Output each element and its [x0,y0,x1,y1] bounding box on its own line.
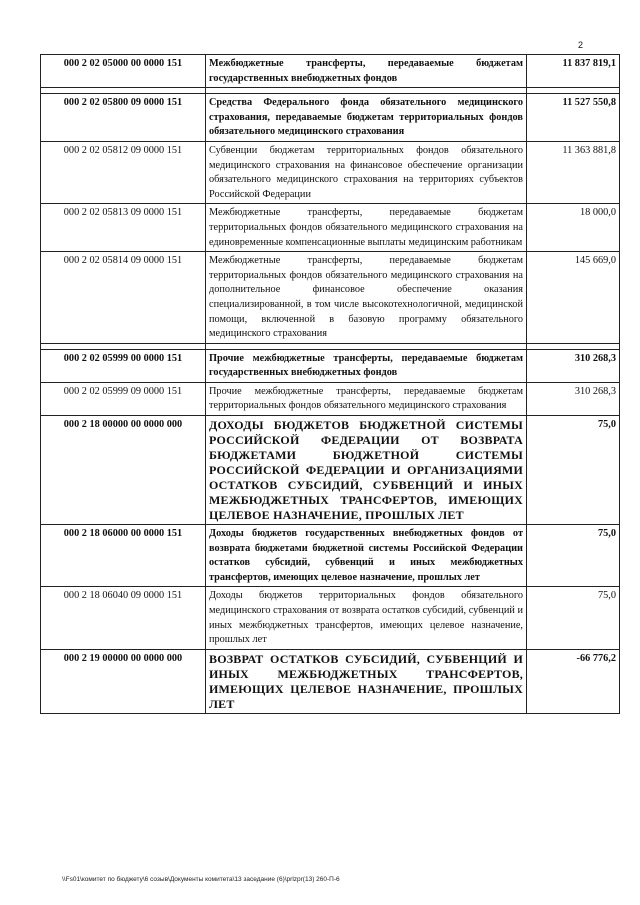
table-row [41,382,620,415]
table-row [41,649,620,713]
budget-item-name-cell: Межбюджетные трансферты, передаваемые бюджетам территориальных фондов обязательного медицинского страхования на единовременные компенсационные выплаты медицинским работникам [206,204,527,252]
amount-cell: 18 000,0 [527,204,620,252]
table-row [41,587,620,649]
amount-cell: 310 268,3 [527,382,620,415]
budget-code-cell: 000 2 02 05000 00 0000 151 [41,55,206,88]
table-row [41,525,620,587]
budget-item-name-cell: Доходы бюджетов государственных внебюджетных фондов от возврата бюджетами бюджетной системы Российской Федерации остатков субсидий, субвенций и иных межбюджетных трансфертов, имеющих целевое назначение, прошлых лет [206,525,527,587]
table-row [41,94,620,142]
table-row [41,204,620,252]
budget-item-name-cell: Субвенции бюджетам территориальных фондов обязательного медицинского страхования на финансовое обеспечение организации обязательного медицинского страхования на территориях субъектов Российской Федерации [206,141,527,203]
table-row [41,349,620,382]
amount-cell: -66 776,2 [527,649,620,713]
budget-code-cell: 000 2 18 06000 00 0000 151 [41,525,206,587]
amount-cell: 75,0 [527,525,620,587]
amount-cell: 310 268,3 [527,349,620,382]
table-row [41,416,620,525]
table-row [41,141,620,203]
amount-cell: 145 669,0 [527,252,620,344]
budget-item-name-cell: Средства Федерального фонда обязательного медицинского страхования, передаваемые бюджетам территориальных фондов обязательного медицинского страхования [206,94,527,142]
amount-cell: 75,0 [527,416,620,525]
budget-item-name-cell: Доходы бюджетов территориальных фондов обязательного медицинского страхования от возврата остатков субсидий, субвенций и иных межбюджетных трансфертов, имеющих целевое назначение, прошлых лет [206,587,527,649]
budget-code-cell: 000 2 02 05800 09 0000 151 [41,94,206,142]
budget-item-name-cell: ДОХОДЫ БЮДЖЕТОВ БЮДЖЕТНОЙ СИСТЕМЫ РОССИЙСКОЙ ФЕДЕРАЦИИ ОТ ВОЗВРАТА БЮДЖЕТАМИ БЮДЖЕТНОЙ СИСТЕМЫ РОССИЙСКОЙ ФЕДЕРАЦИИ И ОРГАНИЗАЦИЯМИ ОСТАТКОВ СУБСИДИЙ, СУБВЕНЦИЙ И ИНЫХ МЕЖБЮДЖЕТНЫХ ТРАНСФЕРТОВ, ИМЕЮЩИХ ЦЕЛЕВОЕ НАЗНАЧЕНИЕ, ПРОШЛЫХ ЛЕТ [206,416,527,525]
budget-code-cell: 000 2 02 05813 09 0000 151 [41,204,206,252]
budget-income-table [40,54,620,714]
table-row [41,55,620,88]
document-file-path: \\Fs01\комитет по бюджету\6 созыв\Документы комитета\13 заседание (6)\prlzpr(13) 260-П-6 [62,876,340,883]
amount-cell: 11 527 550,8 [527,94,620,142]
budget-item-name-cell: Межбюджетные трансферты, передаваемые бюджетам государственных внебюджетных фондов [206,55,527,88]
budget-code-cell: 000 2 18 00000 00 0000 000 [41,416,206,525]
budget-code-cell: 000 2 18 06040 09 0000 151 [41,587,206,649]
budget-code-cell: 000 2 02 05999 00 0000 151 [41,349,206,382]
budget-item-name-cell: Прочие межбюджетные трансферты, передаваемые бюджетам государственных внебюджетных фондов [206,349,527,382]
budget-item-name-cell: ВОЗВРАТ ОСТАТКОВ СУБСИДИЙ, СУБВЕНЦИЙ И ИНЫХ МЕЖБЮДЖЕТНЫХ ТРАНСФЕРТОВ, ИМЕЮЩИХ ЦЕЛЕВОЕ НАЗНАЧЕНИЕ, ПРОШЛЫХ ЛЕТ [206,649,527,713]
budget-item-name-cell: Межбюджетные трансферты, передаваемые бюджетам территориальных фондов обязательного медицинского страхования на дополнительное финансовое обеспечение оказания специализированной, в том числе высокотехнологичной, медицинской помощи, включенной в базовую программу обязательного медицинского страхования [206,252,527,344]
budget-code-cell: 000 2 02 05999 09 0000 151 [41,382,206,415]
amount-cell: 11 837 819,1 [527,55,620,88]
amount-cell: 75,0 [527,587,620,649]
budget-code-cell: 000 2 02 05814 09 0000 151 [41,252,206,344]
amount-cell: 11 363 881,8 [527,141,620,203]
budget-code-cell: 000 2 19 00000 00 0000 000 [41,649,206,713]
budget-code-cell: 000 2 02 05812 09 0000 151 [41,141,206,203]
page-number: 2 [578,40,584,50]
budget-item-name-cell: Прочие межбюджетные трансферты, передаваемые бюджетам территориальных фондов обязательного медицинского страхования [206,382,527,415]
table-row [41,252,620,344]
